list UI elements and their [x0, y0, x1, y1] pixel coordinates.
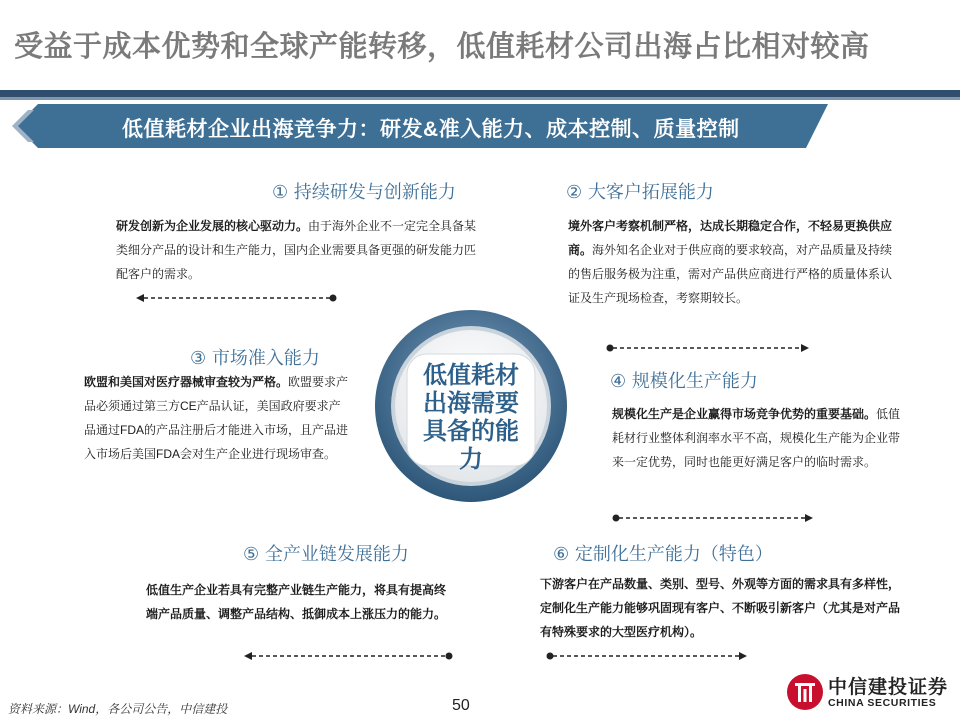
arrow-left-1	[134, 293, 338, 303]
para-rd-innovation-bold: 研发创新为企业发展的核心驱动力。	[116, 219, 309, 233]
heading-rd-innovation: ① 持续研发与创新能力	[272, 182, 456, 203]
arrow-left-5	[242, 651, 454, 661]
para-key-accounts	[568, 214, 898, 310]
heading-full-chain: ⑤ 全产业链发展能力	[243, 544, 409, 565]
banner-title: 低值耗材企业出海竞争力：研发&准入能力、成本控制、质量控制	[122, 118, 740, 141]
section-banner	[12, 104, 832, 148]
para-rd-innovation-text: 由于海外企业不一定完全具备某类细分产品的设计和生产能力，国内企业需要具备更强的研发能力匹配客户的需求。	[116, 219, 477, 281]
center-label	[410, 362, 532, 474]
para-scale-production	[612, 402, 902, 474]
para-customized-production-bold: 下游客户在产品数量、类别、型号、外观等方面的需求具有多样性，定制化生产能力能够巩固现有客户、不断吸引新客户（尤其是对产品有特殊要求的大型医疗机构）。	[540, 577, 901, 639]
title-divider	[0, 90, 960, 97]
logo-text-en: CHINA SECURITIES	[828, 697, 937, 709]
para-key-accounts-text: 海外知名企业对于供应商的要求较高，对产品质量及持续的售后服务极为注重，需对产品供应商进行严格的质量体系认证及生产现场检查，考察期较长。	[568, 243, 893, 305]
title-divider-accent	[0, 97, 960, 100]
center-label-line-3: 具备的能	[423, 418, 519, 445]
page-number: 50	[452, 697, 470, 714]
heading-scale-production: ④ 规模化生产能力	[610, 371, 758, 392]
heading-customized-production: ⑥ 定制化生产能力（特色）	[553, 544, 773, 565]
arrow-right-2	[605, 343, 811, 353]
center-label-line-1: 低值耗材	[423, 362, 519, 389]
heading-key-accounts: ② 大客户拓展能力	[566, 182, 714, 203]
logo-text-cn: 中信建投证券	[828, 677, 949, 698]
source-note: 资料来源：Wind，各公司公告，中信建投	[8, 702, 228, 716]
heading-market-access: ③ 市场准入能力	[190, 348, 320, 369]
para-rd-innovation	[116, 214, 482, 286]
para-market-access-text: 欧盟要求产品必须通过第三方CE产品认证，美国政府要求产品通过FDA的产品注册后才能进入市场，且产品进入市场后美国FDA会对生产企业进行现场审查。	[84, 375, 349, 461]
para-full-chain-bold: 低值生产企业若具有完整产业链生产能力，将具有提高终端产品质量、调整产品结构、抵御成本上涨压力的能力。	[146, 583, 447, 621]
para-scale-production-text: 低值耗材行业整体利润率水平不高，规模化生产能为企业带来一定优势，同时也能更好满足客户的临时需求。	[612, 407, 901, 469]
para-scale-production-bold: 规模化生产是企业赢得市场竞争优势的重要基础。	[612, 407, 877, 421]
page-title: 受益于成本优势和全球产能转移，低值耗材公司出海占比相对较高	[14, 31, 870, 63]
para-customized-production	[540, 572, 902, 644]
center-label-line-2: 出海需要	[423, 390, 519, 417]
para-market-access	[84, 370, 352, 466]
para-full-chain	[146, 578, 452, 626]
citic-emblem-icon	[785, 672, 825, 712]
para-market-access-bold: 欧盟和美国对医疗器械审查较为严格。	[84, 375, 289, 389]
arrow-right-4	[611, 513, 815, 523]
center-label-line-4: 力	[459, 446, 483, 473]
para-key-accounts-bold: 境外客户考察机制严格，达成长期稳定合作，不轻易更换供应商。	[568, 219, 893, 257]
arrow-right-6	[545, 651, 749, 661]
